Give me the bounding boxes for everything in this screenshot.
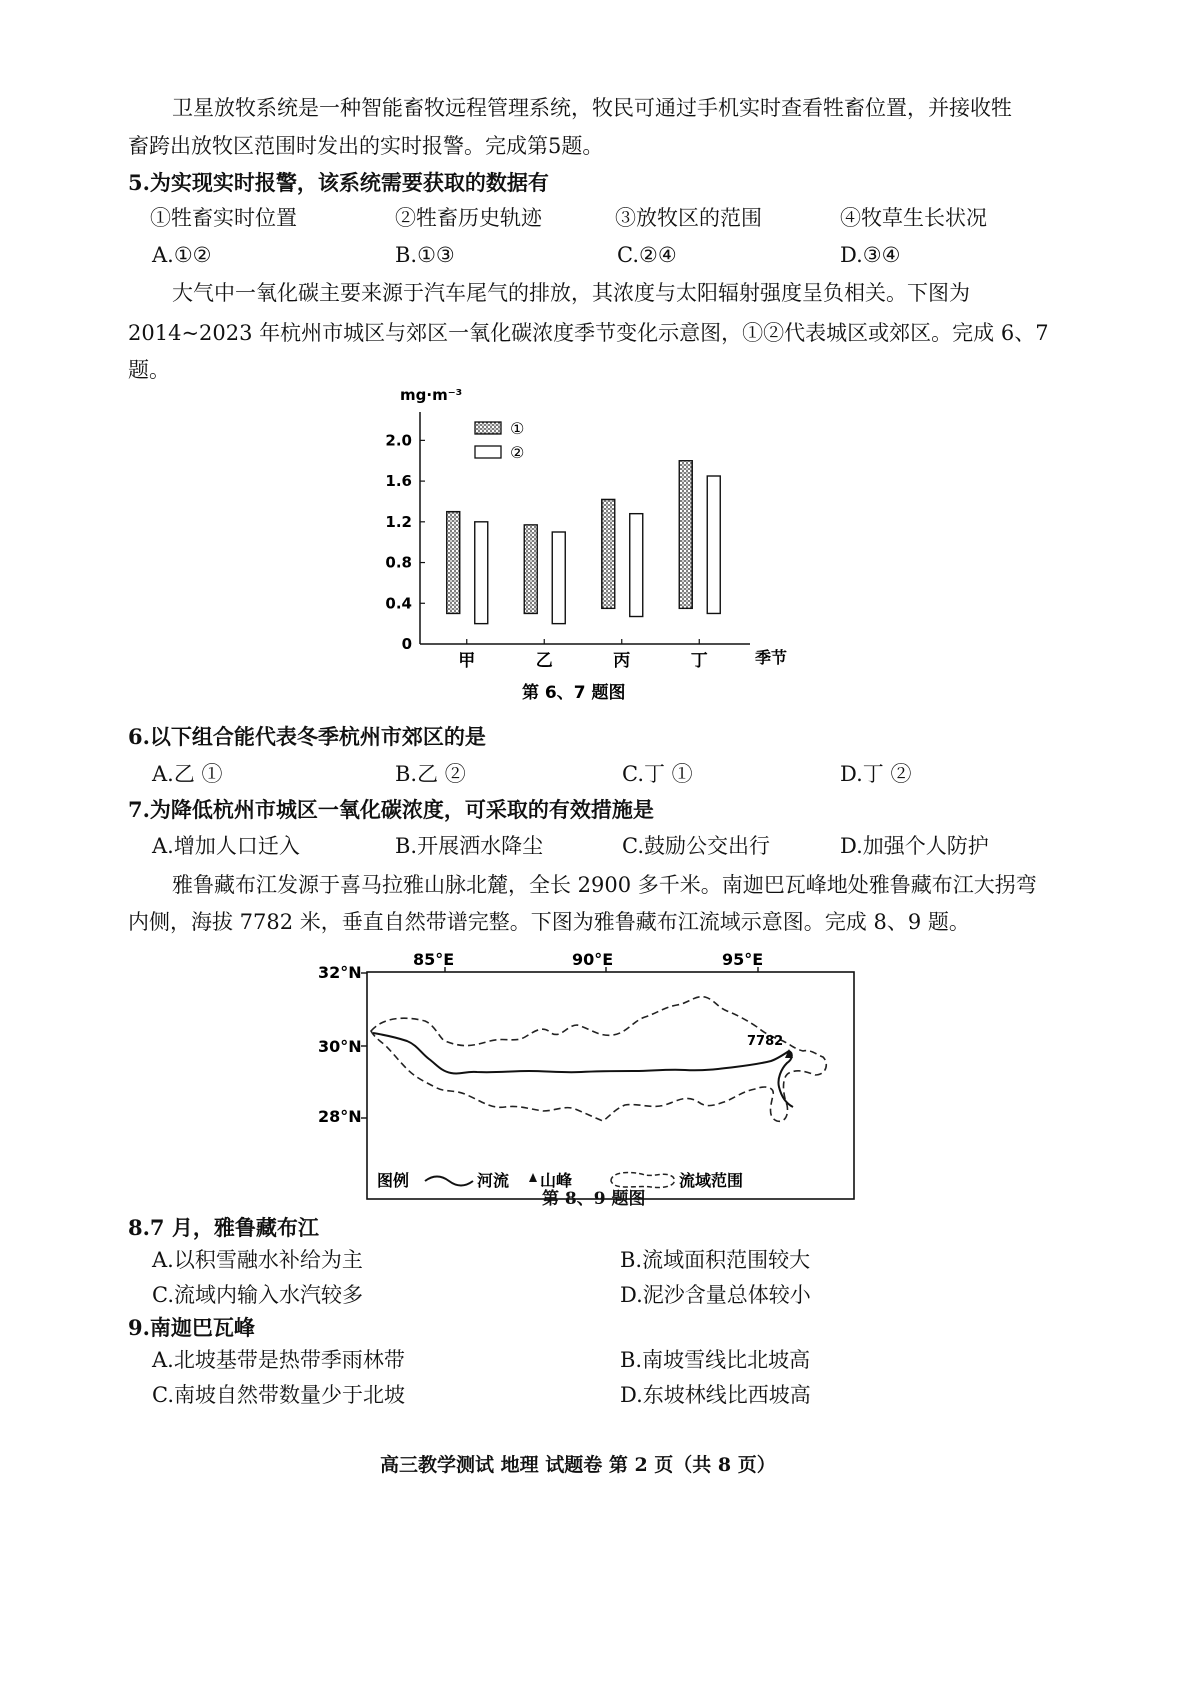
page-footer: 高三教学测试 地理 试题卷 第 2 页（共 8 页） <box>380 1454 776 1476</box>
chart-x-tick-label: 乙 <box>535 651 553 671</box>
lat-label-30: 30°N <box>318 1037 362 1056</box>
legend-title: 图例 <box>377 1171 410 1190</box>
chart-legend-swatch <box>475 422 501 434</box>
intro3-line1: 雅鲁藏布江发源于喜马拉雅山脉北麓，全长 2900 多千米。南迦巴瓦峰地处雅鲁藏布江大拐弯 <box>172 873 1037 897</box>
chart-y-tick-label: 0 <box>401 635 412 653</box>
chart-x-tick-label: 甲 <box>458 651 476 671</box>
q8-option-b: B.流域面积范围较大 <box>620 1248 811 1272</box>
q8-option-d: D.泥沙含量总体较小 <box>620 1283 811 1307</box>
q5-option-c: C.②④ <box>617 243 677 267</box>
q6-option-d: D.丁 ② <box>840 762 912 786</box>
chart-xlabel: 季节 <box>755 648 788 667</box>
map-frame <box>367 972 854 1199</box>
q8-option-a: A.以积雪融水补给为主 <box>152 1248 363 1272</box>
peak-label: 7782 <box>747 1034 784 1049</box>
legend-peak-label: 山峰 <box>540 1171 573 1190</box>
chart-legend-label: ① <box>510 419 525 438</box>
chart-bar-series-2 <box>630 514 643 617</box>
q9-option-d: D.东坡林线比西坡高 <box>620 1383 811 1407</box>
chart-legend-label: ② <box>510 443 525 462</box>
q9-option-a: A.北坡基带是热带季雨林带 <box>152 1348 405 1372</box>
chart-bar-series-1 <box>447 512 460 614</box>
q6-option-b: B.乙 ② <box>395 762 466 786</box>
basin-boundary <box>371 997 826 1122</box>
q8-stem: 8.7 月，雅鲁藏布江 <box>128 1215 319 1240</box>
chart-y-tick-label: 1.2 <box>385 512 412 531</box>
yarlung-tsangpo-basin-map <box>315 945 875 1215</box>
chart-y-tick-label: 0.8 <box>385 553 412 572</box>
q7-option-b: B.开展洒水降尘 <box>395 834 544 858</box>
chart-bar-series-1 <box>679 461 692 609</box>
q5-item-4: ④牧草生长状况 <box>840 206 987 230</box>
chart-ylabel: mg·m⁻³ <box>400 386 463 404</box>
chart-x-tick-label: 丁 <box>690 651 708 671</box>
chart-y-tick-label: 0.4 <box>385 594 412 613</box>
q6-option-c: C.丁 ① <box>622 762 693 786</box>
co-concentration-chart <box>380 380 800 710</box>
q5-item-1: ①牲畜实时位置 <box>150 206 297 230</box>
chart-bar-series-1 <box>602 499 615 608</box>
lon-label-85: 85°E <box>413 950 455 969</box>
chart-y-tick-label: 2.0 <box>385 431 412 450</box>
map-ticks <box>361 967 758 1118</box>
q5-stem: 5.为实现实时报警，该系统需要获取的数据有 <box>128 170 549 195</box>
intro2-line3: 题。 <box>128 358 170 382</box>
chart-bar-series-1 <box>524 525 537 614</box>
legend-basin-label: 流域范围 <box>679 1171 744 1190</box>
q5-option-d: D.③④ <box>840 243 901 267</box>
legend-peak-icon <box>529 1173 537 1182</box>
chart-y-tick-label: 1.6 <box>385 472 412 491</box>
chart-legend-swatch <box>475 446 501 458</box>
q9-option-c: C.南坡自然带数量少于北坡 <box>152 1383 405 1407</box>
q7-option-a: A.增加人口迁入 <box>152 834 300 858</box>
intro2-line2: 2014~2023 年杭州市城区与郊区一氧化碳浓度季节变化示意图，①②代表城区或郊区。完成 6、7 <box>128 321 1049 345</box>
legend-river-label: 河流 <box>477 1171 510 1190</box>
q7-option-d: D.加强个人防护 <box>840 834 989 858</box>
intro1-line1: 卫星放牧系统是一种智能畜牧远程管理系统，牧民可通过手机实时查看牲畜位置，并接收牲 <box>172 96 1012 120</box>
q5-item-2: ②牲畜历史轨迹 <box>395 206 542 230</box>
lat-label-28: 28°N <box>318 1107 362 1126</box>
q8-option-c: C.流域内输入水汽较多 <box>152 1283 363 1307</box>
q9-stem: 9.南迦巴瓦峰 <box>128 1315 255 1340</box>
chart-bar-series-2 <box>475 522 488 624</box>
chart-bar-series-2 <box>552 532 565 624</box>
chart-caption: 第 6、7 题图 <box>522 683 626 703</box>
lon-label-90: 90°E <box>572 950 614 969</box>
q5-option-a: A.①② <box>152 243 212 267</box>
q6-option-a: A.乙 ① <box>152 762 223 786</box>
intro3-line2: 内侧，海拔 7782 米，垂直自然带谱完整。下图为雅鲁藏布江流域示意图。完成 8、9 题。 <box>128 910 970 934</box>
map-caption: 第 8、9 题图 <box>542 1189 646 1209</box>
q7-option-c: C.鼓励公交出行 <box>622 834 770 858</box>
lat-label-32: 32°N <box>318 963 362 982</box>
lon-label-95: 95°E <box>722 950 764 969</box>
q5-item-3: ③放牧区的范围 <box>615 206 762 230</box>
chart-x-tick-label: 丙 <box>613 651 631 671</box>
q6-stem: 6.以下组合能代表冬季杭州市郊区的是 <box>128 724 486 749</box>
legend-river-icon <box>425 1177 473 1186</box>
chart-bar-series-2 <box>707 476 720 613</box>
intro1-line2: 畜跨出放牧区范围时发出的实时报警。完成第5题。 <box>128 134 604 158</box>
q7-stem: 7.为降低杭州市城区一氧化碳浓度，可采取的有效措施是 <box>128 797 654 822</box>
river-line <box>373 1033 793 1107</box>
q5-option-b: B.①③ <box>395 243 455 267</box>
intro2-line1: 大气中一氧化碳主要来源于汽车尾气的排放，其浓度与太阳辐射强度呈负相关。下图为 <box>172 281 970 305</box>
q9-option-b: B.南坡雪线比北坡高 <box>620 1348 811 1372</box>
